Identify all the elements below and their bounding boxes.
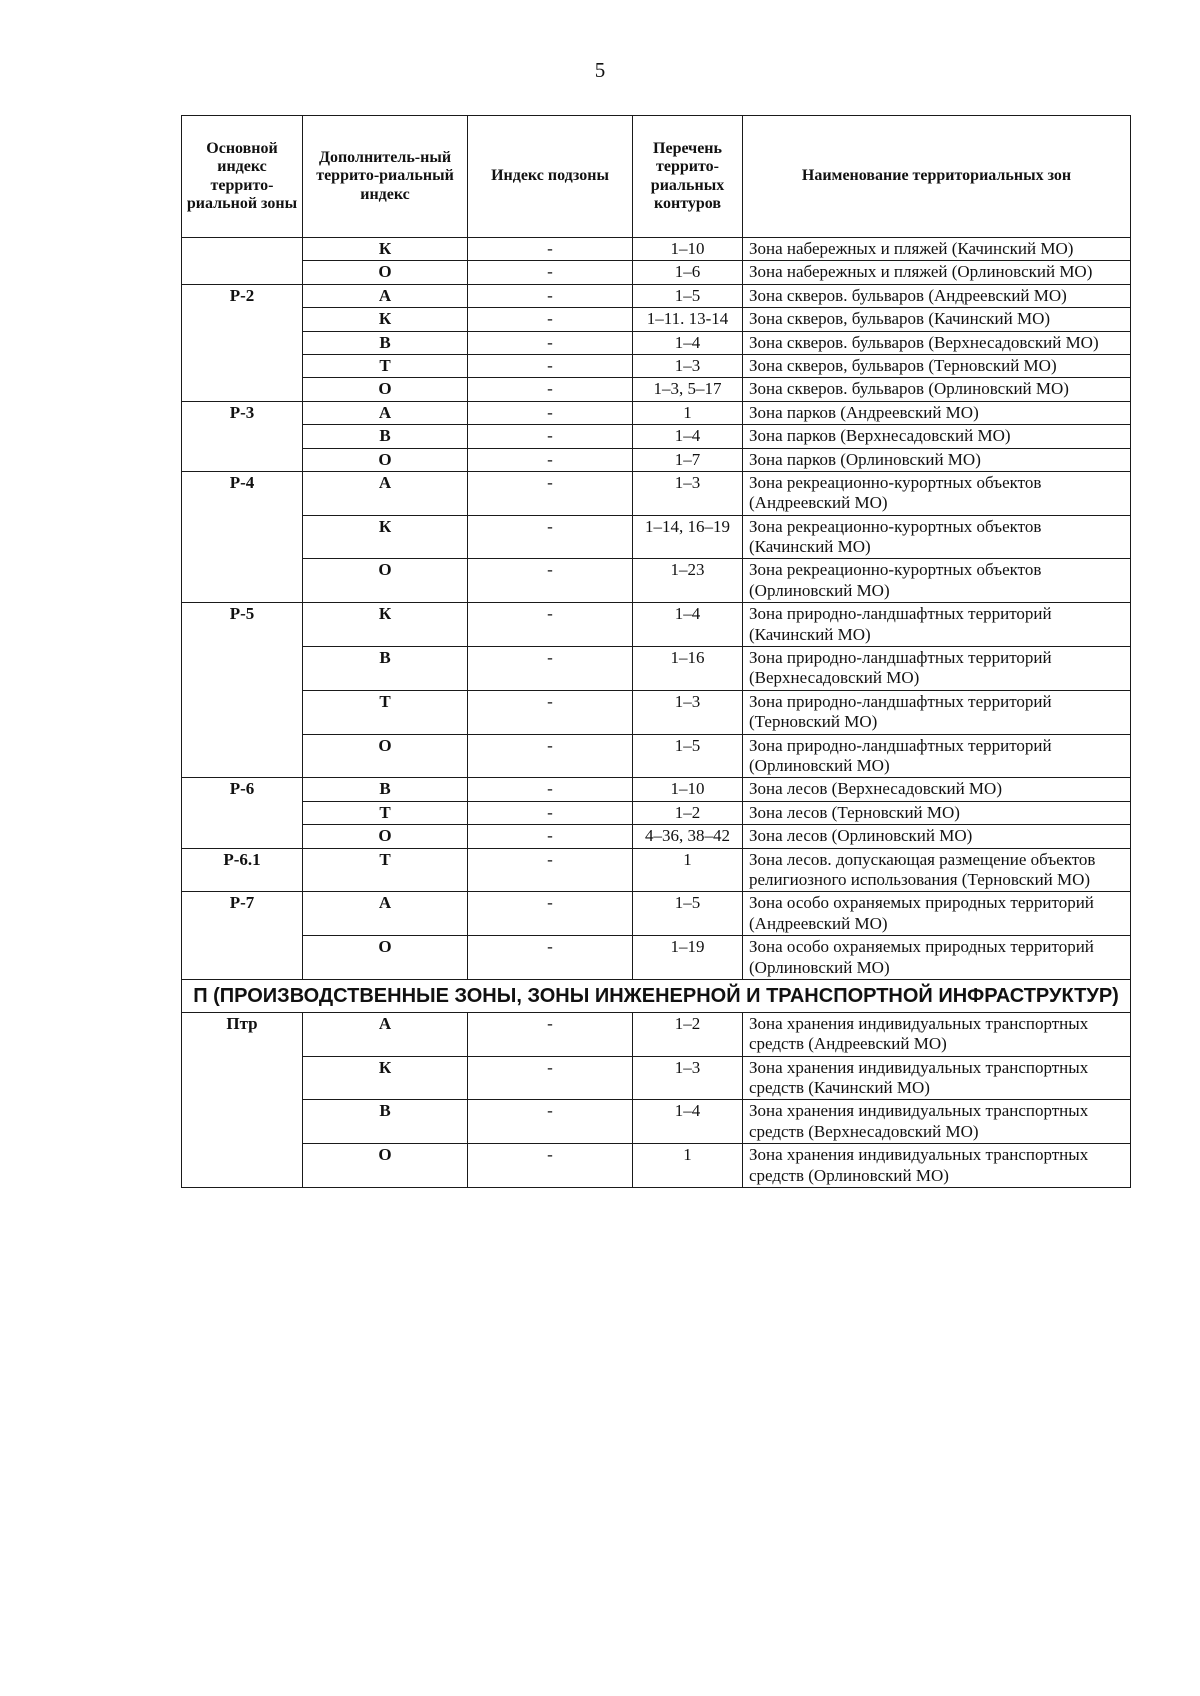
additional-index-cell: Т bbox=[303, 848, 468, 892]
main-index-cell: Р-7 bbox=[182, 892, 303, 980]
zone-name-cell: Зона лесов (Орлиновский МО) bbox=[743, 825, 1131, 848]
additional-index-cell: В bbox=[303, 647, 468, 691]
subzone-index-cell: - bbox=[468, 778, 633, 801]
zone-name-cell: Зона особо охраняемых природных территорий (Андреевский МО) bbox=[743, 892, 1131, 936]
subzone-index-cell: - bbox=[468, 261, 633, 284]
header-subzone-index: Индекс подзоны bbox=[468, 116, 633, 238]
zone-name-cell: Зона набережных и пляжей (Качинский МО) bbox=[743, 238, 1131, 261]
additional-index-cell: В bbox=[303, 1100, 468, 1144]
subzone-index-cell: - bbox=[468, 1100, 633, 1144]
contours-list-cell: 1–2 bbox=[633, 801, 743, 824]
additional-index-cell: О bbox=[303, 559, 468, 603]
additional-index-cell: К bbox=[303, 1056, 468, 1100]
subzone-index-cell: - bbox=[468, 448, 633, 471]
zone-name-cell: Зона природно-ландшафтных территорий (Терновский МО) bbox=[743, 690, 1131, 734]
table-row bbox=[182, 284, 1131, 307]
zone-name-cell: Зона рекреационно-курортных объектов (Орлиновский МО) bbox=[743, 559, 1131, 603]
contours-list-cell: 1–23 bbox=[633, 559, 743, 603]
additional-index-cell: К bbox=[303, 238, 468, 261]
table-row bbox=[182, 331, 1131, 354]
header-additional-index: Дополнитель-ный террито-риальный индекс bbox=[303, 116, 468, 238]
header-contours-list: Перечень террито-риальных контуров bbox=[633, 116, 743, 238]
zone-name-cell: Зона парков (Андреевский МО) bbox=[743, 401, 1131, 424]
contours-list-cell: 1–16 bbox=[633, 647, 743, 691]
table-body-production bbox=[182, 1012, 1131, 1187]
zone-name-cell: Зона лесов. допускающая размещение объектов религиозного использования (Терновский МО) bbox=[743, 848, 1131, 892]
subzone-index-cell: - bbox=[468, 1012, 633, 1056]
subzone-index-cell: - bbox=[468, 734, 633, 778]
subzone-index-cell: - bbox=[468, 331, 633, 354]
table-row bbox=[182, 238, 1131, 261]
section-title: П (ПРОИЗВОДСТВЕННЫЕ ЗОНЫ, ЗОНЫ ИНЖЕНЕРНОЙ И ТРАНСПОРТНОЙ ИНФРАСТРУКТУР) bbox=[182, 979, 1131, 1012]
zone-name-cell: Зона природно-ландшафтных территорий (Качинский МО) bbox=[743, 603, 1131, 647]
subzone-index-cell: - bbox=[468, 425, 633, 448]
zone-name-cell: Зона лесов (Терновский МО) bbox=[743, 801, 1131, 824]
contours-list-cell: 1–5 bbox=[633, 734, 743, 778]
main-index-cell: Р-2 bbox=[182, 284, 303, 401]
contours-list-cell: 1–4 bbox=[633, 331, 743, 354]
zone-name-cell: Зона хранения индивидуальных транспортных средств (Верхнесадовский МО) bbox=[743, 1100, 1131, 1144]
table-row bbox=[182, 690, 1131, 734]
table-row bbox=[182, 401, 1131, 424]
additional-index-cell: О bbox=[303, 734, 468, 778]
additional-index-cell: А bbox=[303, 892, 468, 936]
additional-index-cell: А bbox=[303, 284, 468, 307]
contours-list-cell: 1–5 bbox=[633, 892, 743, 936]
additional-index-cell: А bbox=[303, 471, 468, 515]
contours-list-cell: 1–14, 16–19 bbox=[633, 515, 743, 559]
additional-index-cell: К bbox=[303, 308, 468, 331]
zone-name-cell: Зона хранения индивидуальных транспортных средств (Андреевский МО) bbox=[743, 1012, 1131, 1056]
additional-index-cell: О bbox=[303, 378, 468, 401]
subzone-index-cell: - bbox=[468, 515, 633, 559]
table-row bbox=[182, 848, 1131, 892]
table-row bbox=[182, 603, 1131, 647]
subzone-index-cell: - bbox=[468, 801, 633, 824]
zone-name-cell: Зона лесов (Верхнесадовский МО) bbox=[743, 778, 1131, 801]
header-main-index: Основной индекс террито-риальной зоны bbox=[182, 116, 303, 238]
zone-name-cell: Зона парков (Орлиновский МО) bbox=[743, 448, 1131, 471]
subzone-index-cell: - bbox=[468, 936, 633, 980]
zone-name-cell: Зона набережных и пляжей (Орлиновский МО) bbox=[743, 261, 1131, 284]
additional-index-cell: О bbox=[303, 1144, 468, 1188]
table-row bbox=[182, 734, 1131, 778]
contours-list-cell: 1–5 bbox=[633, 284, 743, 307]
contours-list-cell: 4–36, 38–42 bbox=[633, 825, 743, 848]
table-row bbox=[182, 448, 1131, 471]
contours-list-cell: 1–19 bbox=[633, 936, 743, 980]
header-zone-name: Наименование территориальных зон bbox=[743, 116, 1131, 238]
additional-index-cell: Т bbox=[303, 354, 468, 377]
contours-list-cell: 1–6 bbox=[633, 261, 743, 284]
subzone-index-cell: - bbox=[468, 238, 633, 261]
zone-name-cell: Зона рекреационно-курортных объектов (Андреевский МО) bbox=[743, 471, 1131, 515]
contours-list-cell: 1–2 bbox=[633, 1012, 743, 1056]
contours-list-cell: 1–3 bbox=[633, 354, 743, 377]
main-index-cell: Р-4 bbox=[182, 471, 303, 602]
contours-list-cell: 1–10 bbox=[633, 778, 743, 801]
zone-name-cell: Зона хранения индивидуальных транспортных средств (Орлиновский МО) bbox=[743, 1144, 1131, 1188]
zones-table bbox=[181, 115, 1131, 1188]
contours-list-cell: 1 bbox=[633, 1144, 743, 1188]
contours-list-cell: 1–10 bbox=[633, 238, 743, 261]
table-row bbox=[182, 1144, 1131, 1188]
table-row bbox=[182, 778, 1131, 801]
additional-index-cell: О bbox=[303, 448, 468, 471]
zone-name-cell: Зона скверов. бульваров (Андреевский МО) bbox=[743, 284, 1131, 307]
subzone-index-cell: - bbox=[468, 647, 633, 691]
zone-name-cell: Зона парков (Верхнесадовский МО) bbox=[743, 425, 1131, 448]
main-index-cell: Р-6.1 bbox=[182, 848, 303, 892]
table-body-recreation bbox=[182, 238, 1131, 980]
table-row bbox=[182, 425, 1131, 448]
contours-list-cell: 1–3 bbox=[633, 1056, 743, 1100]
contours-list-cell: 1 bbox=[633, 848, 743, 892]
subzone-index-cell: - bbox=[468, 848, 633, 892]
subzone-index-cell: - bbox=[468, 690, 633, 734]
contours-list-cell: 1–3 bbox=[633, 471, 743, 515]
table-row bbox=[182, 261, 1131, 284]
table-row bbox=[182, 1100, 1131, 1144]
table-row bbox=[182, 308, 1131, 331]
zone-name-cell: Зона природно-ландшафтных территорий (Верхнесадовский МО) bbox=[743, 647, 1131, 691]
table-row bbox=[182, 825, 1131, 848]
additional-index-cell: К bbox=[303, 515, 468, 559]
table-row bbox=[182, 1056, 1131, 1100]
subzone-index-cell: - bbox=[468, 471, 633, 515]
zone-name-cell: Зона скверов. бульваров (Орлиновский МО) bbox=[743, 378, 1131, 401]
additional-index-cell: О bbox=[303, 825, 468, 848]
zone-name-cell: Зона особо охраняемых природных территорий (Орлиновский МО) bbox=[743, 936, 1131, 980]
table-row bbox=[182, 1012, 1131, 1056]
page-number: 5 bbox=[594, 58, 606, 82]
contours-list-cell: 1–4 bbox=[633, 425, 743, 448]
contours-list-cell: 1–4 bbox=[633, 1100, 743, 1144]
subzone-index-cell: - bbox=[468, 401, 633, 424]
main-index-cell: Р-5 bbox=[182, 603, 303, 778]
subzone-index-cell: - bbox=[468, 378, 633, 401]
contours-list-cell: 1–4 bbox=[633, 603, 743, 647]
zone-name-cell: Зона скверов, бульваров (Терновский МО) bbox=[743, 354, 1131, 377]
main-index-cell: Р-3 bbox=[182, 401, 303, 471]
contours-list-cell: 1–3, 5–17 bbox=[633, 378, 743, 401]
additional-index-cell: Т bbox=[303, 690, 468, 734]
contours-list-cell: 1–3 bbox=[633, 690, 743, 734]
subzone-index-cell: - bbox=[468, 603, 633, 647]
table-row bbox=[182, 936, 1131, 980]
zone-name-cell: Зона природно-ландшафтных территорий (Орлиновский МО) bbox=[743, 734, 1131, 778]
additional-index-cell: В bbox=[303, 425, 468, 448]
additional-index-cell: О bbox=[303, 936, 468, 980]
contours-list-cell: 1–11. 13-14 bbox=[633, 308, 743, 331]
zone-name-cell: Зона хранения индивидуальных транспортных средств (Качинский МО) bbox=[743, 1056, 1131, 1100]
table-row bbox=[182, 559, 1131, 603]
subzone-index-cell: - bbox=[468, 559, 633, 603]
table-row bbox=[182, 892, 1131, 936]
table-row bbox=[182, 515, 1131, 559]
additional-index-cell: А bbox=[303, 1012, 468, 1056]
additional-index-cell: О bbox=[303, 261, 468, 284]
subzone-index-cell: - bbox=[468, 892, 633, 936]
subzone-index-cell: - bbox=[468, 1144, 633, 1188]
additional-index-cell: В bbox=[303, 331, 468, 354]
zone-name-cell: Зона скверов, бульваров (Качинский МО) bbox=[743, 308, 1131, 331]
table-row bbox=[182, 471, 1131, 515]
contours-list-cell: 1–7 bbox=[633, 448, 743, 471]
subzone-index-cell: - bbox=[468, 354, 633, 377]
subzone-index-cell: - bbox=[468, 825, 633, 848]
zone-name-cell: Зона скверов. бульваров (Верхнесадовский МО) bbox=[743, 331, 1131, 354]
contours-list-cell: 1 bbox=[633, 401, 743, 424]
main-index-cell: Р-6 bbox=[182, 778, 303, 848]
additional-index-cell: К bbox=[303, 603, 468, 647]
table-row bbox=[182, 354, 1131, 377]
table-row bbox=[182, 378, 1131, 401]
additional-index-cell: В bbox=[303, 778, 468, 801]
section-row bbox=[182, 979, 1131, 1012]
table-row bbox=[182, 647, 1131, 691]
table-row bbox=[182, 801, 1131, 824]
additional-index-cell: А bbox=[303, 401, 468, 424]
zone-name-cell: Зона рекреационно-курортных объектов (Качинский МО) bbox=[743, 515, 1131, 559]
subzone-index-cell: - bbox=[468, 284, 633, 307]
subzone-index-cell: - bbox=[468, 1056, 633, 1100]
subzone-index-cell: - bbox=[468, 308, 633, 331]
main-index-cell bbox=[182, 238, 303, 285]
additional-index-cell: Т bbox=[303, 801, 468, 824]
main-index-cell: Птр bbox=[182, 1012, 303, 1187]
